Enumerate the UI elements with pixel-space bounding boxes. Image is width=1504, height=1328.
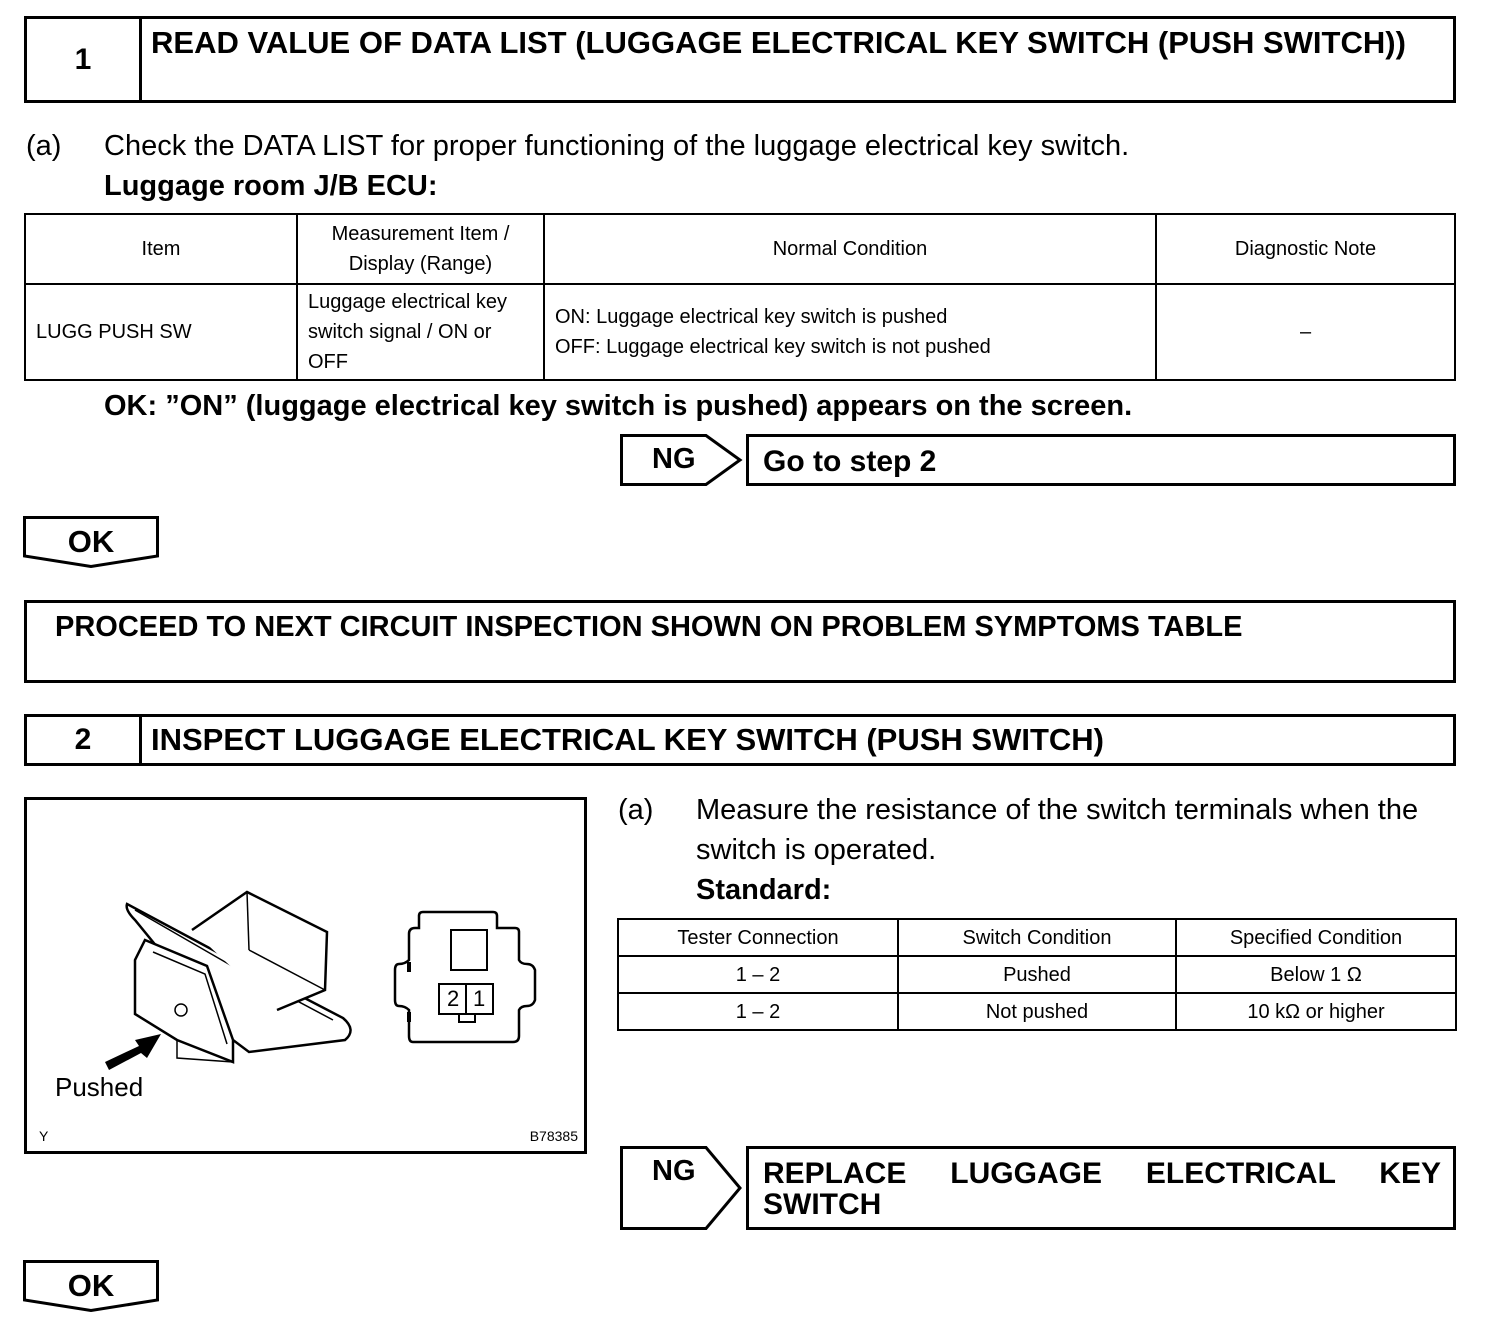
table-row: [618, 993, 1456, 1030]
normal-on: ON: Luggage electrical key switch is pushed: [555, 306, 948, 328]
resistance-table: [617, 918, 1457, 1031]
step-1-instruction-marker: (a): [26, 130, 62, 162]
table-header-specified: Specified Condition: [1176, 919, 1456, 956]
standard-label: Standard:: [696, 874, 832, 906]
step-1-header: [24, 16, 1456, 103]
table-row: [618, 956, 1456, 993]
table-header-item: Item: [25, 214, 297, 284]
ng-label: NG: [652, 442, 696, 475]
table-header-condition: Switch Condition: [898, 919, 1176, 956]
cell-normal: [544, 284, 1156, 380]
cell-condition: Pushed: [898, 956, 1176, 993]
cell-specified: Below 1 Ω: [1176, 956, 1456, 993]
step-2-instruction-line1: Measure the resistance of the switch terminals when the: [696, 794, 1419, 826]
step-1-title: READ VALUE OF DATA LIST (LUGGAGE ELECTRICAL KEY SWITCH (PUSH SWITCH)): [151, 25, 1406, 60]
cell-note: –: [1156, 284, 1455, 380]
pushed-label: Pushed: [55, 1072, 144, 1102]
cell-measurement: Luggage electrical key switch signal / ON or OFF: [297, 284, 544, 380]
ok-tag: [23, 1260, 159, 1312]
terminal-2-label: 2: [447, 986, 460, 1011]
switch-figure: [24, 797, 587, 1154]
table-header-normal: Normal Condition: [544, 214, 1156, 284]
cell-condition: Not pushed: [898, 993, 1176, 1030]
table-header-note: Diagnostic Note: [1156, 214, 1455, 284]
data-list-table: [24, 213, 1456, 381]
ng-replace-line1: REPLACE LUGGAGE ELECTRICAL KEY: [763, 1157, 1441, 1190]
cell-connection: 1 – 2: [618, 993, 898, 1030]
step-2-title: INSPECT LUGGAGE ELECTRICAL KEY SWITCH (PUSH SWITCH): [151, 722, 1104, 757]
ng-replace-box: [746, 1146, 1456, 1230]
ng-action-box: [746, 434, 1456, 486]
normal-off: OFF: Luggage electrical key switch is not pushed: [555, 336, 991, 358]
table-row: [25, 284, 1455, 380]
step-2-header: [24, 714, 1456, 766]
step-2-instruction-marker: (a): [618, 794, 654, 826]
step-2-number: 2: [27, 717, 142, 763]
ok-action-text: PROCEED TO NEXT CIRCUIT INSPECTION SHOWN ON PROBLEM SYMPTOMS TABLE: [55, 611, 1243, 643]
figure-id: B78385: [529, 1128, 578, 1144]
step-1-number: 1: [27, 19, 142, 100]
ng-action-text: Go to step 2: [763, 445, 937, 478]
ng-replace-line2: SWITCH: [763, 1188, 882, 1221]
step-1-instruction: Check the DATA LIST for proper functioning of the luggage electrical key switch.: [104, 130, 1130, 162]
figure-corner-label: Y: [39, 1128, 49, 1144]
ng-label: NG: [652, 1154, 696, 1187]
table-header-connection: Tester Connection: [618, 919, 898, 956]
ecu-label: Luggage room J/B ECU:: [104, 170, 438, 202]
cell-specified: 10 kΩ or higher: [1176, 993, 1456, 1030]
cell-connection: 1 – 2: [618, 956, 898, 993]
cell-item: LUGG PUSH SW: [25, 284, 297, 380]
ok-condition: OK: ”ON” (luggage electrical key switch is pushed) appears on the screen.: [104, 390, 1133, 422]
ok-action-box: [24, 600, 1456, 683]
ok-label: OK: [67, 1268, 115, 1303]
step-2-instruction-line2: switch is operated.: [696, 834, 937, 866]
terminal-1-label: 1: [473, 986, 486, 1011]
ok-tag: [23, 516, 159, 568]
ok-label: OK: [67, 524, 115, 559]
table-header-measurement: Measurement Item / Display (Range): [297, 214, 544, 284]
